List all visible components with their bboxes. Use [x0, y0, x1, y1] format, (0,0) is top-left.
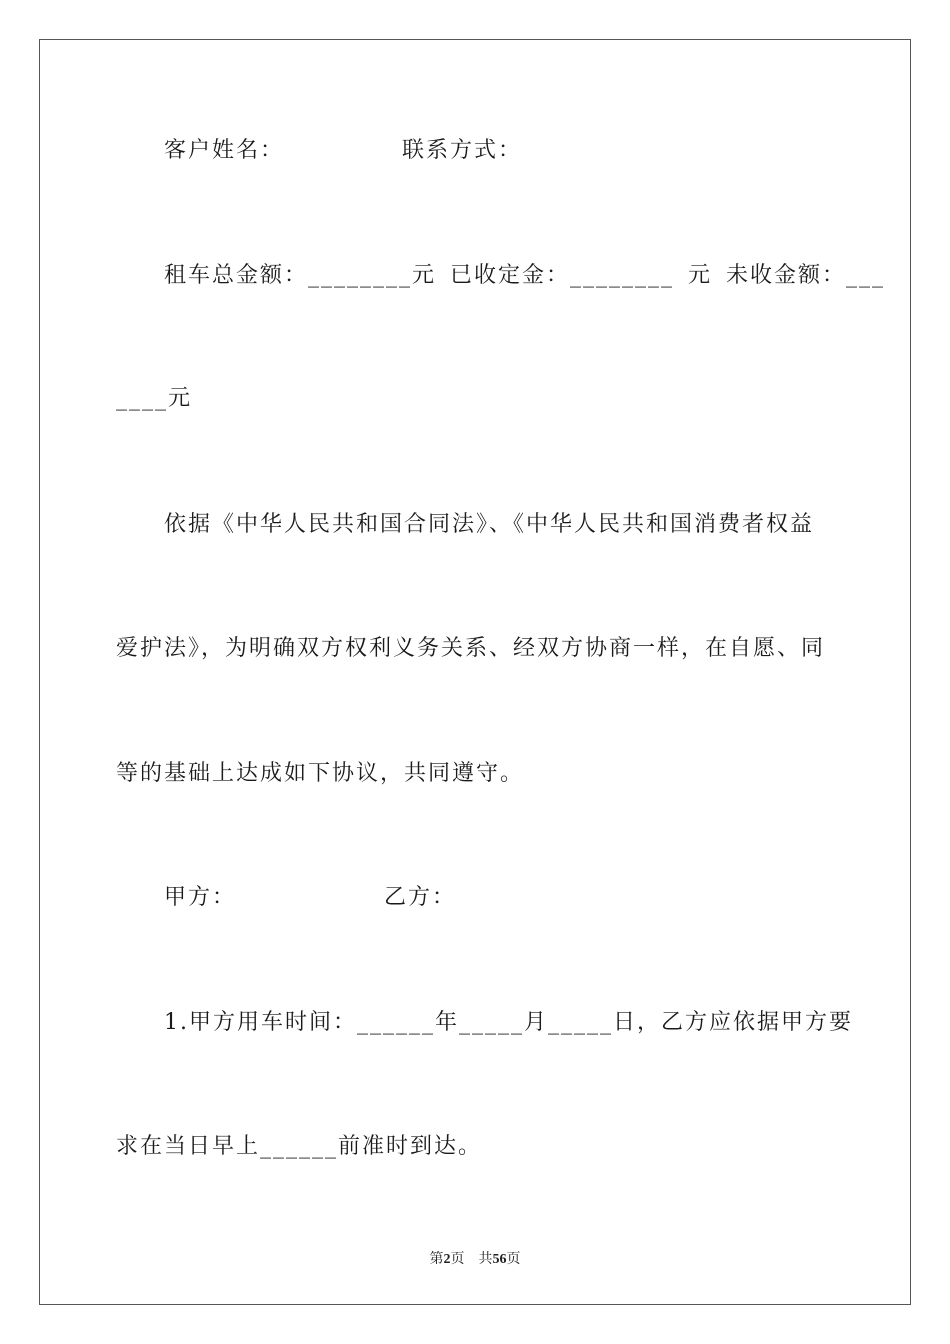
- customer-name-label: 客户姓名：: [164, 138, 285, 163]
- page-footer: [0, 1248, 950, 1268]
- party-a-label: 甲方：: [164, 885, 237, 910]
- total-amount-text: 租车总金额：________元: [164, 263, 437, 288]
- parties-line: [164, 885, 456, 911]
- amount-line: [164, 263, 885, 289]
- party-b-label: 乙方：: [384, 885, 457, 910]
- deposit-text: 已收定金：________: [450, 263, 675, 288]
- unpaid-text: 未收金额：___: [726, 263, 886, 288]
- footer-suffix: 页: [506, 1252, 521, 1267]
- footer-page-unit: 页: [450, 1252, 465, 1267]
- page-border: [39, 39, 911, 1305]
- paragraph-line-2: 爱护法》，为明确双方权利义务关系、经双方协商一样，在自愿、同: [116, 636, 826, 661]
- deposit-unit: 元: [688, 263, 713, 288]
- customer-info-line: [164, 138, 522, 164]
- paragraph-line-3: 等的基础上达成如下协议，共同遵守。: [116, 761, 525, 786]
- contact-label: 联系方式：: [402, 138, 523, 163]
- clause-1-line-2: 求在当日早上______前准时到达。: [116, 1134, 483, 1159]
- footer-total-pages: 56: [492, 1252, 507, 1267]
- clause-1-line-1: 1.甲方用车时间：______年_____月_____日，乙方应依据甲方要: [164, 1010, 853, 1035]
- paragraph-line-1: 依据《中华人民共和国合同法》、《中华人民共和国消费者权益: [164, 512, 815, 537]
- footer-prefix: 第: [429, 1252, 444, 1267]
- footer-page-number: 2: [443, 1252, 451, 1267]
- footer-total-prefix: 共: [478, 1252, 493, 1267]
- amount-line-cont: ____元: [116, 386, 193, 411]
